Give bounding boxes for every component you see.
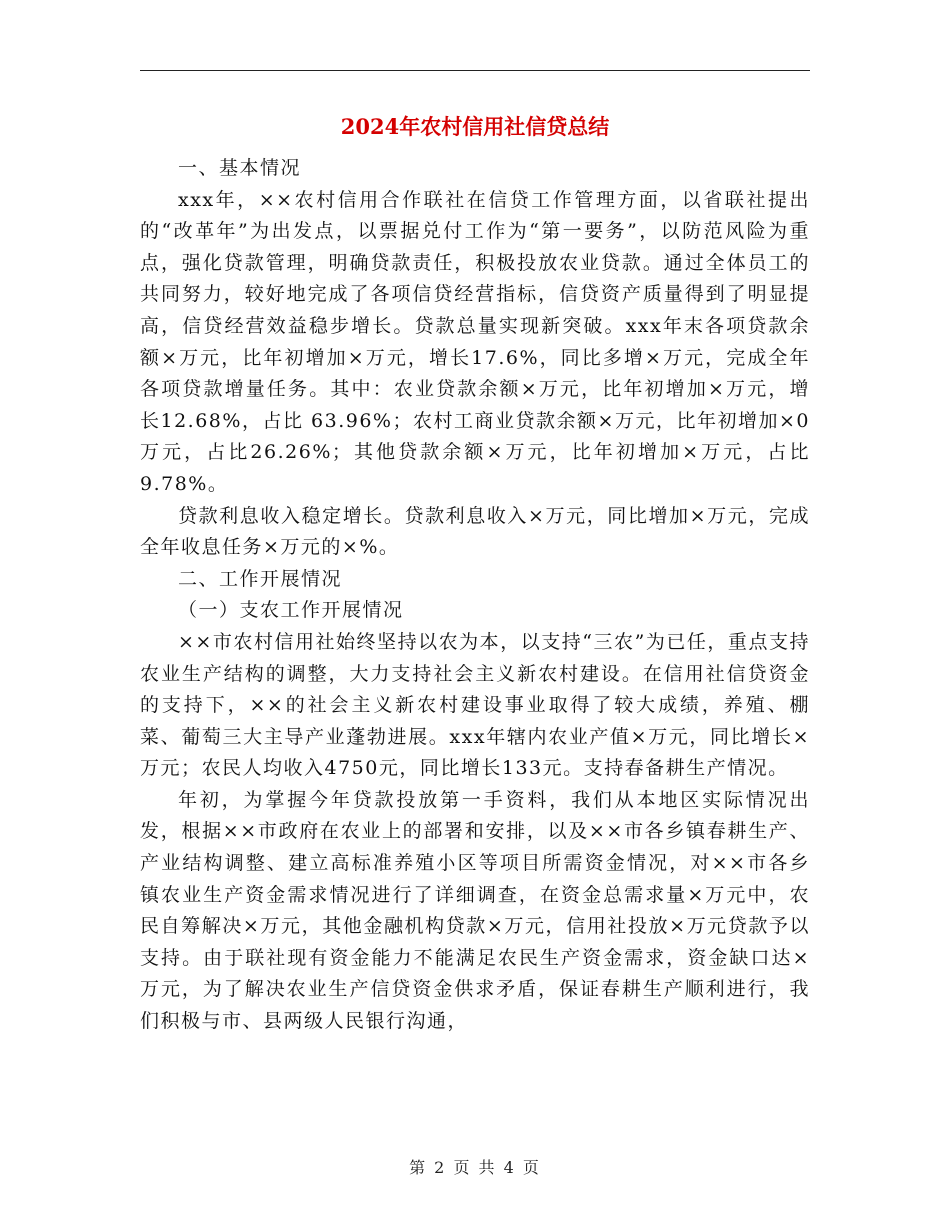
paragraph-overview: xxx年，××农村信用合作联社在信贷工作管理方面，以省联社提出的“改革年”为出发点，以票据兑付工作为“第一要务”，以防范风险为重点，强化贷款管理，明确贷款责任，积极投放农业贷款。通过全体员工的共同努力，较好地完成了各项信贷经营指标，信贷资产质量得到了明显提高，信贷经营效益稳步增长。贷款总量实现新突破。xxx年末各项贷款余额×万元，比年初增加×万元，增长17.6%，同比多增×万元，完成全年各项贷款增量任务。其中：农业贷款余额×万元，比年初增加×万元，增长12.68%，占比 63.96%；农村工商业贷款余额×万元，比年初增加×0万元，占比26.26%；其他贷款余额×万元，比年初增加×万元，占比9.78%。 xyxy=(140,188,810,495)
section-heading-basic: 一、基本情况 xyxy=(178,157,302,179)
section-heading-work: 二、工作开展情况 xyxy=(178,567,343,590)
document-body xyxy=(140,153,810,1038)
paragraph-spring-plowing: 年初，为掌握今年贷款投放第一手资料，我们从本地区实际情况出发，根据××市政府在农业上的部署和安排，以及××市各乡镇春耕生产、产业结构调整、建立高标准养殖小区等项目所需资金情况，对××市各乡镇农业生产资金需求情况进行了详细调查，在资金总需求量×万元中，农民自筹解决×万元，其他金融机构贷款×万元，信用社投放×万元贷款予以支持。由于联社现有资金能力不能满足农民生产资金需求，资金缺口达×万元，为了解决农业生产信贷资金供求矛盾，保证春耕生产顺利进行，我们积极与市、县两级人民银行沟通， xyxy=(140,788,810,1033)
subsection-heading-agri-support: （一）支农工作开展情况 xyxy=(178,599,404,622)
header-rule xyxy=(140,70,810,71)
document-title: 2024年农村信用社信贷总结 xyxy=(340,114,610,139)
page-number-footer: 第 2 页 共 4 页 xyxy=(409,1158,541,1177)
paragraph-agri-support: ××市农村信用社始终坚持以农为本，以支持“三农”为已任，重点支持农业生产结构的调整，大力支持社会主义新农村建设。在信用社信贷资金的支持下，××的社会主义新农村建设事业取得了较大成绩，养殖、棚菜、葡萄三大主导产业蓬勃进展。xxx年辖内农业产值×万元，同比增长×万元；农民人均收入4750元，同比增长133元。支持春备耕生产情况。 xyxy=(140,630,810,780)
paragraph-interest-income: 贷款利息收入稳定增长。贷款利息收入×万元，同比增加×万元，完成全年收息任务×万元的×%。 xyxy=(140,504,810,559)
